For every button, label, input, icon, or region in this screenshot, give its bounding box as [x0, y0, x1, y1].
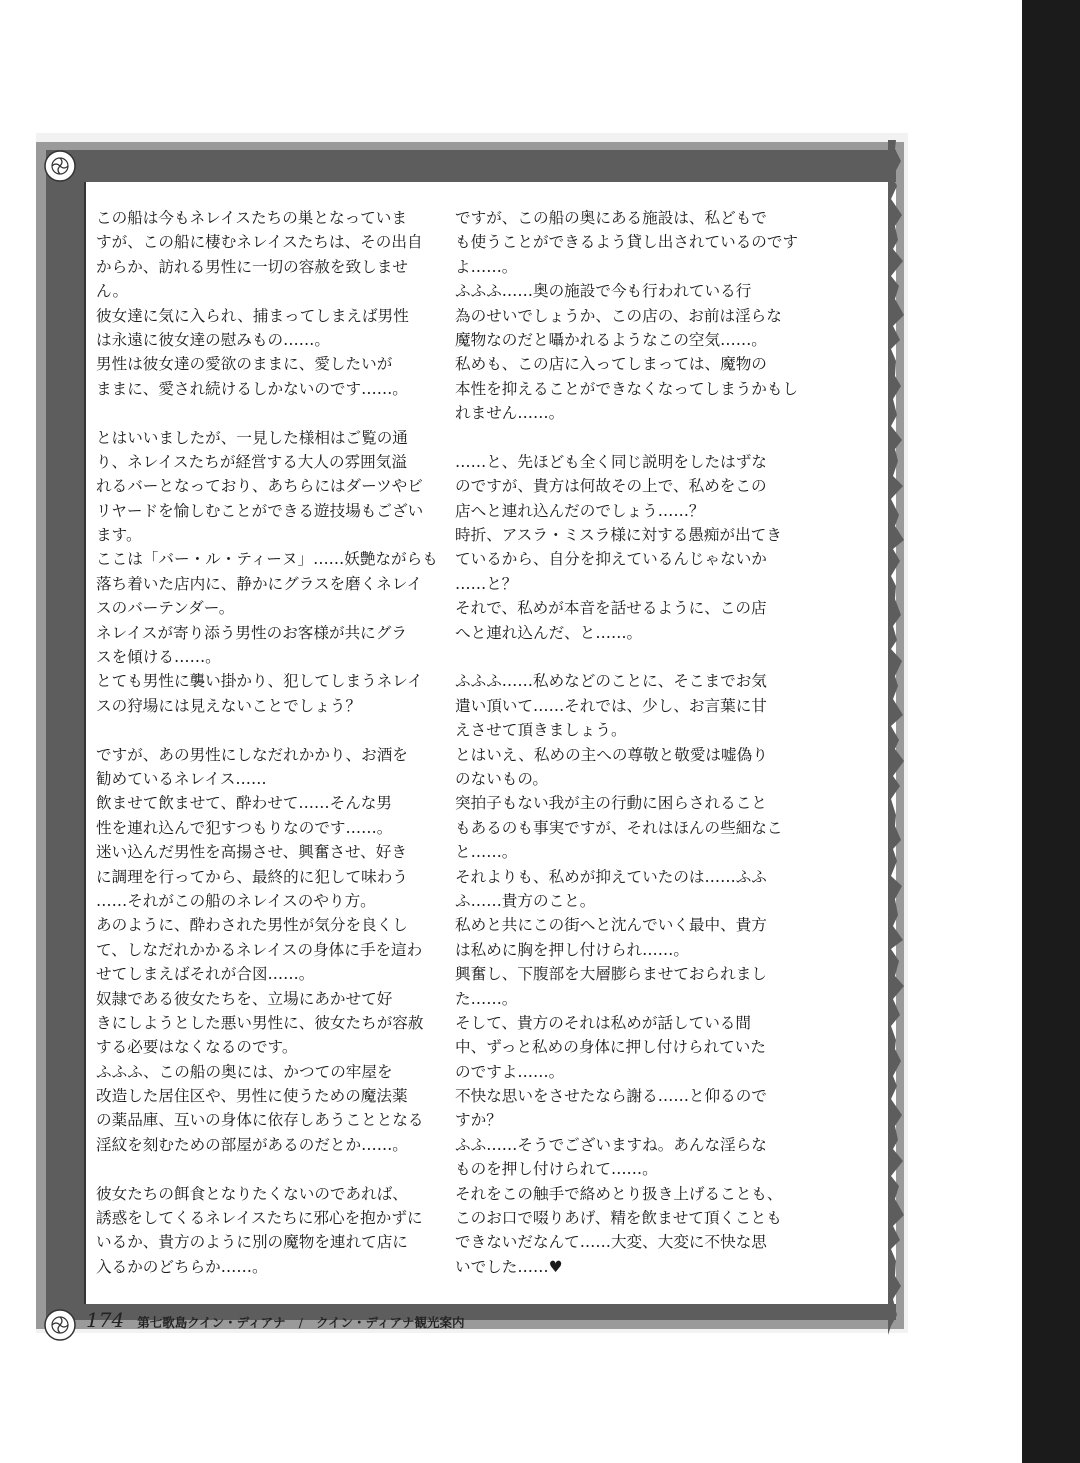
text-line: 中、ずっと私めの身体に押し付けられていた [455, 1038, 766, 1057]
text-line: それよりも、私めが抑えていたのは……ふふ [455, 867, 767, 886]
text-line: のですが、貴方は何故その上で、私めをこの [455, 477, 767, 496]
text-line: すが、この船に棲むネレイスたちは、その出自 [96, 233, 423, 252]
text-line: 落ち着いた店内に、静かにグラスを磨くネレイ [96, 574, 423, 593]
text-line: 性を連れ込んで犯すつもりなのです……。 [96, 818, 393, 837]
text-line: いるか、貴方のように別の魔物を連れて店に [96, 1233, 408, 1252]
text-line: そして、貴方のそれは私めが話している間 [455, 1013, 751, 1032]
corner-ornament-icon [42, 1307, 78, 1343]
text-line: ですが、あの男性にしなだれかかり、お酒を [96, 745, 408, 764]
text-line: 為のせいでしょうか、この店の、お前は淫らな [455, 306, 782, 325]
page-footer [86, 1308, 464, 1332]
text-line: も使うことができるよう貸し出されているのです [455, 233, 799, 252]
text-line: それで、私めが本音を話せるように、この店 [455, 599, 767, 618]
paragraph-gap [455, 426, 775, 450]
text-line: と……。 [455, 843, 518, 862]
text-line: 本性を抑えることができなくなってしまうかもし [455, 379, 799, 398]
text-line: ふふふ、この船の奥には、かつての牢屋を [96, 1062, 393, 1081]
text-line: 私めも、この店に入ってしまっては、魔物の [455, 355, 767, 374]
text-line: のですよ……。 [455, 1062, 565, 1081]
right-text-column [455, 206, 799, 1279]
text-line: 魔物なのだと囁かれるようなこの空気……。 [455, 330, 767, 349]
text-line: れません……。 [455, 404, 565, 423]
text-line: できないだなんて……大変、大変に不快な思 [455, 1233, 767, 1252]
text-line: 突拍子もない我が主の行動に困らされること [455, 794, 767, 813]
panel-border-line [84, 182, 86, 1304]
text-line: スを傾ける……。 [96, 648, 221, 667]
text-line: 迷い込んだ男性を高揚させ、興奮させ、好き [96, 843, 407, 862]
text-line: のないもの。 [455, 769, 548, 788]
text-line: よ……。 [455, 257, 518, 276]
scanner-background [1022, 0, 1080, 1463]
text-line: それをこの触手で絡めとり扱き上げることも、 [455, 1184, 783, 1203]
text-line: に調理を行ってから、最終的に犯して味わう [96, 867, 408, 886]
text-line: からか、訪れる男性に一切の容赦を致しませ [96, 257, 408, 276]
text-line: 飲ませて飲ませて、酔わせて……そんな男 [96, 794, 392, 813]
footer-separator: / [298, 1315, 303, 1330]
text-line: とても男性に襲い掛かり、犯してしまうネレイ [96, 672, 423, 691]
paragraph-gap [455, 645, 775, 669]
text-line: とはいえ、私めの主への尊敬と敬愛は嘘偽り [455, 745, 768, 764]
text-line: リヤードを愉しむことができる遊技場もござい [96, 501, 424, 520]
text-line: ものを押し付けられて……。 [455, 1160, 658, 1179]
text-line: ままに、愛され続けるしかないのです……。 [96, 379, 408, 398]
text-line: もあるのも事実ですが、それはほんの些細なこ [455, 818, 783, 837]
text-line: 誘惑をしてくるネレイスたちに邪心を抱かずに [96, 1209, 423, 1228]
text-line: 店へと連れ込んだのでしょう……？ [455, 501, 705, 520]
text-line: り、ネレイスたちが経営する大人の雰囲気溢 [96, 452, 407, 471]
paragraph-gap [96, 1157, 416, 1181]
left-text-column [96, 206, 438, 1279]
text-line: ふふ……そうでございますね。あんな淫らな [455, 1135, 767, 1154]
text-line: とはいいましたが、一見した様相はご覧の通 [96, 428, 408, 447]
text-line: すか？ [455, 1111, 502, 1130]
chapter-title: 第七歌島クイン・ディアナ [137, 1315, 286, 1330]
text-line: 改造した居住区や、男性に使うための魔法薬 [96, 1087, 408, 1106]
corner-ornament-icon [42, 148, 78, 184]
text-line: えさせて頂きましょう。 [455, 721, 627, 740]
text-line: ここは「バー・ル・ティーヌ」……妖艶ながらも [96, 550, 438, 569]
text-line: れるバーとなっており、あちらにはダーツやビ [96, 477, 423, 496]
text-line: このお口で啜りあげ、精を飲ませて頂くことも [455, 1209, 782, 1228]
text-line: 勧めているネレイス…… [96, 769, 267, 788]
text-line: ふ……貴方のこと。 [455, 891, 596, 910]
text-line: 興奮し、下腹部を大層膨らませておられまし [455, 965, 767, 984]
text-line: へと連れ込んだ、と……。 [455, 623, 643, 642]
text-line: スのバーテンダー。 [96, 599, 235, 618]
text-line: ているから、自分を抑えているんじゃないか [455, 550, 767, 569]
text-line: ……と、先ほども全く同じ説明をしたはずな [455, 452, 767, 471]
text-line: いでした……♥ [455, 1257, 563, 1276]
text-line: ……それがこの船のネレイスのやり方。 [96, 891, 376, 910]
page-number: 174 [86, 1308, 125, 1332]
text-line: 遣い頂いて……それでは、少し、お言葉に甘 [455, 696, 767, 715]
paragraph-gap [96, 401, 416, 425]
text-line: 淫紋を刻むための部屋があるのだとか……。 [96, 1135, 408, 1154]
text-line: する必要はなくなるのです。 [96, 1038, 298, 1057]
text-line: は永遠に彼女達の慰みもの……。 [96, 330, 330, 349]
text-line: 彼女達に気に入られ、捕まってしまえば男性 [96, 306, 409, 325]
text-line: ん。 [96, 282, 129, 301]
torn-edge-decoration [888, 140, 908, 1335]
text-line: ます。 [96, 526, 142, 545]
text-line: 私めと共にこの街へと沈んでいく最中、貴方 [455, 916, 767, 935]
text-line: の薬品庫、互いの身体に依存しあうこととなる [96, 1111, 424, 1130]
text-line: 彼女たちの餌食となりたくないのであれば、 [96, 1184, 408, 1203]
text-line: ふふふ……私めなどのことに、そこまでお気 [455, 672, 767, 691]
text-line: せてしまえばそれが合図……。 [96, 965, 315, 984]
paragraph-gap [96, 718, 416, 742]
text-line: 時折、アスラ・ミスラ様に対する愚痴が出てき [455, 526, 782, 545]
text-line: 男性は彼女達の愛欲のままに、愛したいが [96, 355, 393, 374]
text-line: ネレイスが寄り添う男性のお客様が共にグラ [96, 623, 407, 642]
section-title: クイン・ディアナ観光案内 [316, 1315, 465, 1330]
text-line: 不快な思いをさせたなら謝る……と仰るので [455, 1087, 767, 1106]
text-line: は私めに胸を押し付けられ……。 [455, 940, 689, 959]
text-line: 入るかのどちらか……。 [96, 1257, 268, 1276]
text-line: この船は今もネレイスたちの巣となっていま [96, 209, 407, 227]
text-line: あのように、酔わされた男性が気分を良くし [96, 916, 408, 935]
text-line: ですが、この船の奥にある施設は、私どもで [455, 209, 767, 227]
text-line: きにしようとした悪い男性に、彼女たちが容赦 [96, 1013, 424, 1032]
text-line: ふふふ……奥の施設で今も行われている行 [455, 282, 752, 301]
text-line: ……と？ [455, 574, 518, 593]
text-line: て、しなだれかかるネレイスの身体に手を這わ [96, 940, 423, 959]
text-line: た……。 [455, 989, 518, 1008]
text-line: スの狩場には見えないことでしょう？ [96, 696, 362, 715]
text-line: 奴隷である彼女たちを、立場にあかせて好 [96, 989, 393, 1008]
